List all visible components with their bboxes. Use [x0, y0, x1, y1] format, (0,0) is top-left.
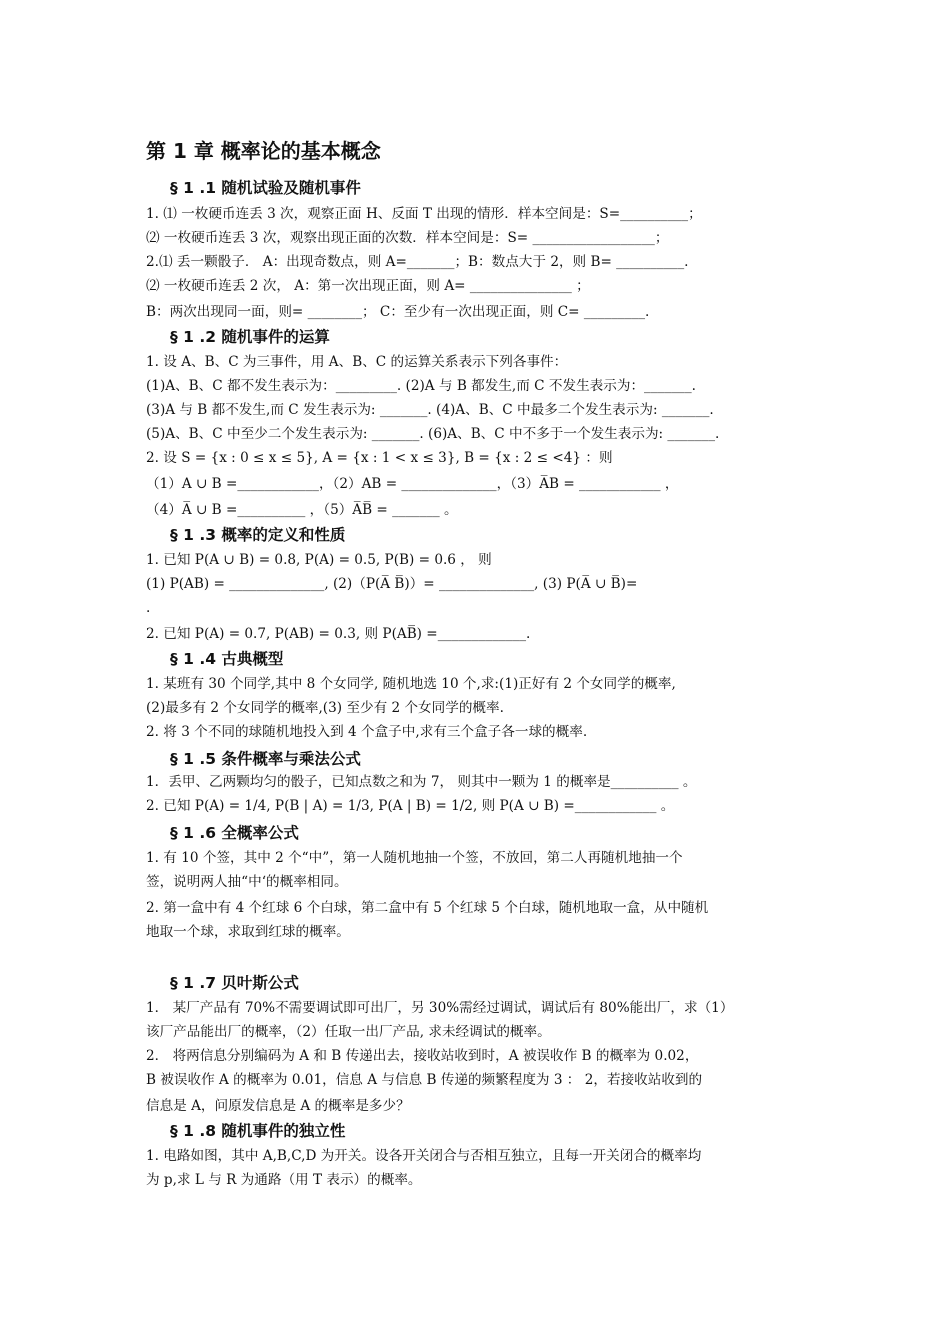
section-heading: § 1 .8 随机事件的独立性	[170, 1122, 346, 1140]
text-line: 2． 将两信息分别编码为 A 和 B 传递出去，接收站收到时，A 被误收作 B 的概率为 0.02，	[146, 1048, 699, 1064]
text-line: 2. 已知 P(A) = 1/4, P(B | A) = 1/3, P(A | B) = 1/2, 则 P(A ∪ B) =____________ 。	[146, 798, 675, 814]
text-line: 2. 已知 P(A) = 0.7, P(AB) = 0.3, 则 P(AB̅) =_____________.	[146, 626, 531, 642]
text-line: 1. 电路如图，其中 A,B,C,D 为开关。设各开关闭合与否相互独立，且每一开关闭合的概率均	[146, 1148, 702, 1164]
text-line: 2. 第一盒中有 4 个红球 6 个白球，第二盒中有 5 个红球 5 个白球，随机地取一盒，从中随机	[146, 900, 709, 916]
text-line: ⑵ 一枚硬币连丢 2 次， A：第一次出现正面，则 A= _______________ ；	[146, 278, 590, 294]
text-line: 2.⑴ 丢一颗骰子． A：出现奇数点，则 A=_______；B：数点大于 2，则 B= __________.	[146, 254, 689, 270]
text-line: 地取一个球，求取到红球的概率。	[146, 924, 350, 940]
text-line: (5)A、B、C 中至少二个发生表示为: _______. (6)A、B、C 中不多于一个发生表示为: _______.	[146, 426, 720, 442]
text-line: 2. 将 3 个不同的球随机地投入到 4 个盒子中,求有三个盒子各一球的概率.	[146, 724, 588, 740]
text-line: 1. 有 10 个签，其中 2 个“中”，第一人随机地抽一个签，不放回，第二人再随机地抽一个	[146, 850, 683, 866]
text-line: 1． 某厂产品有 70%不需要调试即可出厂，另 30%需经过调试，调试后有 80%能出厂，求（1）	[146, 1000, 734, 1016]
text-line: （1）A ∪ B =____________，（2）AB = ______________，（3）A̅B = ____________ ，	[146, 476, 679, 492]
text-line: ⑵ 一枚硬币连丢 3 次，观察出现正面的次数．样本空间是：S= __________________；	[146, 230, 669, 246]
text-line: 信息是 A，问原发信息是 A 的概率是多少？	[146, 1098, 410, 1114]
text-line: (3)A 与 B 都不发生,而 C 发生表示为: _______. (4)A、B、C 中最多二个发生表示为: _______.	[146, 402, 714, 418]
text-line: 为 p,求 L 与 R 为通路（用 T 表示）的概率。	[146, 1172, 422, 1188]
text-line: B：两次出现同一面，则= ________； C：至少有一次出现正面，则 C= _________.	[146, 304, 650, 320]
text-line: 1. ⑴ 一枚硬币连丢 3 次，观察正面 H、反面 T 出现的情形．样本空间是：S=__________；	[146, 206, 702, 222]
text-line: 1. 设 A、B、C 为三事件，用 A、B、C 的运算关系表示下列各事件：	[146, 354, 568, 370]
text-line: （4）A̅ ∪ B =__________ ，（5）A̅B̅ = _______ 。	[146, 502, 458, 518]
section-heading: § 1 .1 随机试验及随机事件	[170, 179, 361, 197]
section-heading: § 1 .5 条件概率与乘法公式	[170, 750, 361, 768]
text-line: (1)A、B、C 都不发生表示为：_________. (2)A 与 B 都发生,而 C 不发生表示为：_______.	[146, 378, 696, 394]
section-heading: § 1 .2 随机事件的运算	[170, 328, 330, 346]
section-heading: § 1 .3 概率的定义和性质	[170, 526, 346, 544]
text-line: 该厂产品能出厂的概率，（2）任取一出厂产品, 求未经调试的概率。	[146, 1024, 551, 1040]
section-heading: § 1 .6 全概率公式	[170, 824, 299, 842]
text-line: 2. 设 S = {x : 0 ≤ x ≤ 5}, A = {x : 1 < x ≤ 3}, B = {x : 2 ≤ <4} ：则	[146, 450, 613, 466]
section-heading: § 1 .7 贝叶斯公式	[170, 974, 299, 992]
text-line: 1. 某班有 30 个同学,其中 8 个女同学, 随机地选 10 个,求:(1)正好有 2 个女同学的概率,	[146, 676, 676, 692]
text-line: (1) P(AB) = ______________, (2)（P(A̅ B̅)）= ______________, (3) P(A̅ ∪ B̅)=	[146, 576, 638, 592]
section-heading: § 1 .4 古典概型	[170, 650, 284, 668]
text-line: 1．丢甲、乙两颗均匀的骰子，已知点数之和为 7， 则其中一颗为 1 的概率是__________ 。	[146, 774, 697, 790]
text-line: (2)最多有 2 个女同学的概率,(3) 至少有 2 个女同学的概率.	[146, 700, 504, 716]
chapter-title: 第 1 章 概率论的基本概念	[146, 139, 381, 163]
text-line: 签，说明两人抽“中‘的概率相同。	[146, 874, 348, 890]
text-line: B 被误收作 A 的概率为 0.01，信息 A 与信息 B 传递的频繁程度为 3 ： 2，若接收站收到的	[146, 1072, 703, 1088]
text-line: .	[146, 600, 151, 616]
text-line: 1. 已知 P(A ∪ B) = 0.8, P(A) = 0.5, P(B) = 0.6 ， 则	[146, 552, 492, 568]
